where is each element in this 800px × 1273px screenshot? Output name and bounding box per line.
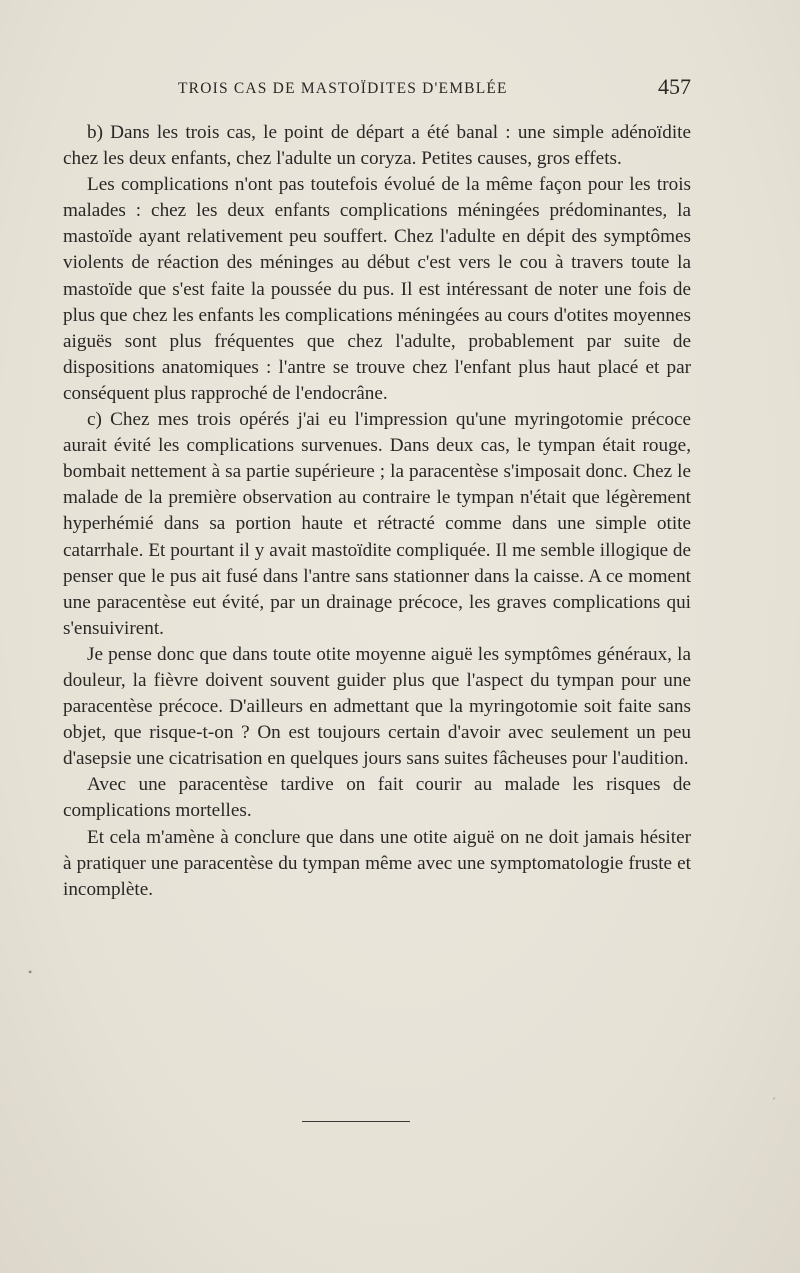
body-text [63,120,691,903]
paragraph-c-myringotomie: c) Chez mes trois opérés j'ai eu l'impression qu'une myringotomie précoce aurait évité les complications survenues. Dans deux cas, le tympan était rouge, bombait nettement à sa partie supérieure ; la paracentèse s'imposait donc. Chez le malade de la première observation au contraire le tympan n'était que légèrement hyperhémié dans sa portion haute et rétracté comme dans une simple otite catarrhale. Et pourtant il y avait mastoïdite compliquée. Il me semble illogique de penser que le pus ait fusé dans l'antre sans stationner dans la caisse. A ce moment une paracentèse eut évité, par un drainage précoce, les graves complications qui s'ensuivirent. [63,409,691,639]
running-title: TROIS CAS DE MASTOÏDITES D'EMBLÉE [178,80,508,97]
page-number: 457 [658,74,691,99]
paper-speck: ´ [772,1095,776,1109]
page-header [63,74,691,104]
end-rule [302,1121,410,1122]
paragraph-b-point-de-depart: b) Dans les trois cas, le point de départ a été banal : une simple adénoïdite chez les deux enfants, chez l'adulte un coryza. Petites causes, gros effets. [63,122,691,170]
paper-speck: • [28,965,33,979]
paragraph-conclusion: Et cela m'amène à conclure que dans une otite aiguë on ne doit jamais hésiter à pratiquer une paracentèse du tympan même avec une symptomatologie fruste et incomplète. [63,826,691,900]
paragraph-complications: Les complications n'ont pas toutefois évolué de la même façon pour les trois malades : chez les deux enfants complications méningées prédominantes, la mastoïde ayant relativement peu souffert. Chez l'adulte en dépit des symptômes violents de réaction des méninges au début c'est vers le cou à travers toute la mastoïde que s'est faite la poussée du pus. Il est intéressant de noter une fois de plus que chez les enfants les complications méningées au cours d'otites moyennes aiguës sont plus fréquentes que chez l'adulte, probablement par suite de dispositions anatomiques : l'antre se trouve chez l'enfant plus haut placé et par conséquent plus rapproché de l'endocrâne. [63,174,691,404]
paragraph-paracentese-tardive: Avec une paracentèse tardive on fait courir au malade les risques de complications mortelles. [63,774,691,822]
paragraph-symptomes-generaux: Je pense donc que dans toute otite moyenne aiguë les symptômes généraux, la douleur, la fièvre doivent souvent guider plus que l'aspect du tympan pour une paracentèse précoce. D'ailleurs en admettant que la myringotomie soit faite sans objet, que risque-t-on ? On est toujours certain d'avoir avec seulement un peu d'asepsie une cicatrisation en quelques jours sans suites fâcheuses pour l'audition. [63,643,691,770]
